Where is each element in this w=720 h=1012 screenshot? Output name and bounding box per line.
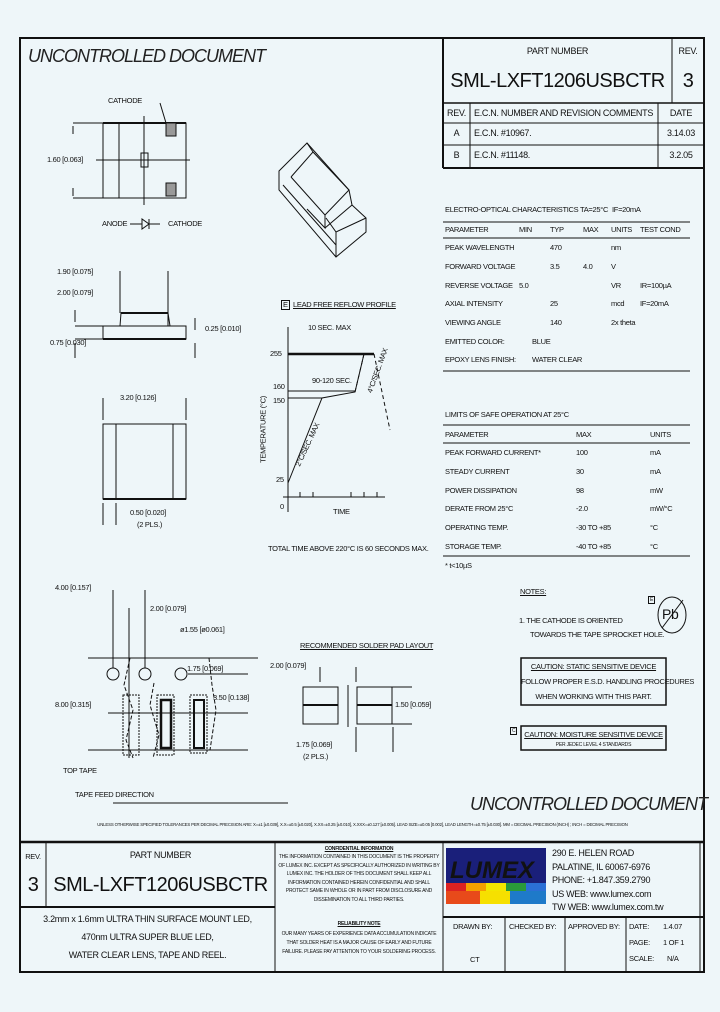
eo-cell: mcd: [611, 299, 625, 309]
caution-static-line3: WHEN WORKING WITH THIS PART.: [535, 692, 652, 701]
ytick-160: 160: [273, 382, 285, 391]
annotation-ramp-up: 2°C/SEC. MAX: [293, 421, 322, 468]
epoxy-value: WATER CLEAR: [532, 355, 583, 364]
dim-075: 0.75 [0.030]: [50, 338, 87, 347]
page-value: 1 OF 1: [663, 938, 685, 947]
revision-comment: E.C.N. #10967.: [474, 128, 532, 138]
rev-label: REV.: [678, 46, 698, 56]
ecn-col-header: E.C.N. NUMBER AND REVISION COMMENTS: [474, 108, 654, 118]
reflow-chart: [283, 327, 390, 512]
limits-cell: 30: [576, 466, 584, 476]
note-1-line2: TOWARDS THE TAPE SPROCKET HOLE.: [530, 630, 665, 639]
pad-layout-title: RECOMMENDED SOLDER PAD LAYOUT: [300, 641, 434, 650]
tolerances-note: UNLESS OTHERWISE SPECIFIED TOLERANCES PER DECIMAL PRECISION ARE: X=±1 [±0.039], X.X=±0.5 [±0.020], X.XX=±0.25 [±0.010], X.XXX=±0.127 [±0.005]. LEAD SIZE=±0.05 [0.002], LEAD LENGTH=±0.75 [±0.030]. MM = DECIMAL PRECISION (INCH) ; INCH = DECIMAL PRECISION: [97, 822, 628, 827]
limits-cell: °C: [650, 523, 658, 533]
dim-320: 3.20 [0.126]: [120, 393, 157, 402]
top-tape-label: TOP TAPE: [63, 766, 97, 775]
eo-cell: 2x theta: [611, 318, 636, 328]
lumex-logo: [446, 848, 546, 904]
limits-cell: OPERATING TEMP.: [445, 523, 509, 533]
isometric-drawing: [279, 143, 366, 257]
drawn-by-label: DRAWN BY:: [453, 922, 493, 931]
header-box: [443, 38, 704, 168]
eo-cell: 3.5: [550, 261, 560, 271]
eo-column-header: MIN: [519, 225, 532, 234]
eo-column-header: PARAMETER: [445, 225, 489, 234]
eo-cell: REVERSE VOLTAGE: [445, 280, 513, 290]
eo-column-header: TYP: [550, 225, 564, 234]
address-us-web: US WEB: www.lumex.com: [552, 888, 652, 899]
pad-dim-150: 1.50 [0.059]: [395, 700, 432, 709]
part-number-label: PART NUMBER: [526, 46, 589, 56]
top-view-drawing: [73, 103, 190, 229]
bottom-view-drawing: [103, 398, 186, 525]
limits-cell: °C: [650, 542, 658, 551]
checked-by-label: CHECKED BY:: [509, 922, 557, 931]
eo-cell: 140: [550, 318, 562, 328]
side-view-drawing: [75, 271, 195, 358]
pb-free-symbol: Pb: [662, 606, 679, 622]
tb-description-line3: WATER CLEAR LENS, TAPE AND REEL.: [68, 950, 227, 960]
eo-cell: IF=20mA: [640, 299, 669, 309]
confidential-text: THE INFORMATION CONTAINED IN THIS DOCUMENT IS THE PROPERTY OF LUMEX INC. EXCEPT AS SPECIFICALLY AUTHORIZED IN WRITING BY LUMEX INC. THE HOLDER OF THIS DOCUMENT SHALL KEEP ALL INFORMATION CONTAINED HEREIN CONFIDENTIAL AND SHALL PROTECT SAME IN WHOLE OR IN PART FROM DISCLOSURE AND DISSEMINATION TO ALL THIRD PARTIES.: [278, 854, 440, 903]
limits-cell: STEADY CURRENT: [445, 466, 510, 476]
watermark-bottom: UNCONTROLLED DOCUMENT: [470, 794, 708, 814]
limits-cell: STORAGE TEMP.: [445, 542, 502, 551]
epoxy-label: EPOXY LENS FINISH:: [445, 355, 516, 364]
tape-dim-400: 4.00 [0.157]: [55, 583, 92, 592]
limits-cell: -30 TO +85: [576, 523, 611, 533]
limits-cell: PEAK FORWARD CURRENT*: [445, 448, 541, 457]
pad-dim-200: 2.00 [0.079]: [270, 661, 307, 670]
revision-date: 3.14.03: [667, 128, 695, 138]
tape-dim-hole: ø1.55 [ø0.061]: [180, 625, 225, 634]
eo-cell: V: [611, 261, 616, 271]
annotation-ramp-peak: 4°C/SEC. MAX: [365, 346, 390, 395]
revision-date: 3.2.05: [669, 150, 693, 160]
limits-cell: mW: [650, 485, 663, 495]
limits-cell: -2.0: [576, 504, 588, 514]
caution-moisture-line1: CAUTION: MOISTURE SENSITIVE DEVICE: [524, 730, 663, 739]
eo-cell: FORWARD VOLTAGE: [445, 261, 516, 271]
limits-cell: mA: [650, 448, 661, 457]
address-block: [552, 847, 698, 915]
reflow-footer: TOTAL TIME ABOVE 220°C IS 60 SECONDS MAX.: [268, 544, 429, 553]
revision-rev: A: [453, 128, 460, 138]
reflow-marker: E: [283, 300, 288, 309]
dim-050-note: (2 PLS.): [137, 520, 163, 529]
x-axis-ticks: [300, 492, 377, 497]
date-label: DATE:: [629, 922, 650, 931]
tb-part-number-label: PART NUMBER: [129, 850, 192, 860]
address-phone: PHONE: +1.847.359.2790: [552, 875, 651, 885]
limits-cell: 98: [576, 485, 584, 495]
dim-050: 0.50 [0.020]: [130, 508, 167, 517]
limits-column-header: PARAMETER: [445, 430, 489, 439]
limits-cell: mA: [650, 466, 661, 476]
dim-height: 1.60 [0.063]: [47, 155, 84, 164]
revision-rev: B: [453, 150, 460, 160]
drawn-by: CT: [470, 955, 480, 964]
eo-column-header: MAX: [583, 225, 599, 234]
emitted-color-label: EMITTED COLOR:: [445, 337, 505, 346]
limits-title: LIMITS OF SAFE OPERATION AT 25°C: [445, 410, 569, 419]
eo-cell: 25: [550, 299, 558, 309]
annotation-10sec: 10 SEC. MAX: [308, 323, 351, 332]
address-tw-web: TW WEB: www.lumex.com.tw: [552, 902, 664, 912]
tb-part-number: SML-LXFT1206USBCTR: [53, 874, 268, 896]
emitted-color: BLUE: [532, 337, 551, 346]
annotation-90-120sec: 90-120 SEC.: [312, 376, 352, 385]
limits-cell: -40 TO +85: [576, 542, 611, 551]
scale-label: SCALE:: [629, 954, 654, 963]
caution-static-line2: FOLLOW PROPER E.S.D. HANDLING PROCEDURES: [521, 677, 695, 686]
reliability-title: RELIABILITY NOTE: [337, 921, 381, 927]
eo-cell: 470: [550, 243, 562, 252]
eo-cell: 5.0: [519, 280, 529, 290]
limits-cell: mW/°C: [650, 504, 673, 514]
eo-column-header: UNITS: [611, 225, 633, 234]
moisture-marker: C: [512, 728, 516, 734]
tb-description-line2: 470nm ULTRA SUPER BLUE LED,: [81, 932, 214, 942]
notes-title: NOTES:: [520, 587, 547, 596]
reliability-text: OUR MANY YEARS OF EXPERIENCE DATA ACCUMULATION INDICATE THAT SOLDER HEAT IS A MAJOR CAUSE OF EARLY AND FUTURE FAILURE. PLEASE PAY ATTENTION TO YOUR SOLDERING PROCESS.: [281, 931, 437, 955]
pad-dim-175-note: (2 PLS.): [303, 752, 329, 761]
scale-value: N/A: [667, 954, 679, 963]
limits-cell: 100: [576, 448, 588, 457]
eo-cell: IR=100µA: [640, 280, 672, 290]
tape-dim-800: 8.00 [0.315]: [55, 700, 92, 709]
tape-drawing: [88, 590, 288, 803]
dim-025: 0.25 [0.010]: [205, 324, 242, 333]
pad-dim-175: 1.75 [0.069]: [296, 740, 333, 749]
address-street: 290 E. HELEN ROAD: [552, 848, 634, 858]
approved-by-label: APPROVED BY:: [568, 922, 620, 931]
reflow-ylabel: TEMPERATURE (°C): [258, 396, 268, 463]
ytick-150: 150: [273, 396, 285, 405]
date-value: 1.4.07: [663, 922, 683, 931]
tb-description-line1: 3.2mm x 1.6mm ULTRA THIN SURFACE MOUNT LED,: [43, 914, 252, 924]
address-city: PALATINE, IL 60067-6976: [552, 861, 650, 872]
tape-dim-200: 2.00 [0.079]: [150, 604, 187, 613]
rev-value: 3: [682, 70, 694, 92]
eo-cell: PEAK WAVELENGTH: [445, 243, 515, 252]
rev-col-header: REV.: [447, 108, 466, 118]
revision-comment: E.C.N. #11148.: [474, 150, 531, 160]
limits-cell: DERATE FROM 25°C: [445, 504, 514, 514]
eo-cell: AXIAL INTENSITY: [445, 299, 503, 309]
anode-label: ANODE: [102, 219, 128, 228]
limits-cell: POWER DISSIPATION: [445, 485, 517, 495]
logo-text: LUMEX: [450, 857, 534, 884]
eo-condition: IF=20mA: [612, 205, 641, 214]
reflow-xlabel: TIME: [333, 507, 350, 516]
pb-marker: E: [650, 597, 654, 603]
tape-feed-direction: TAPE FEED DIRECTION: [75, 790, 154, 799]
eo-title: ELECTRO-OPTICAL CHARACTERISTICS TA=25°C: [445, 205, 609, 214]
tape-dim-175: 1.75 [0.069]: [187, 664, 224, 673]
note-1-line1: 1. THE CATHODE IS ORIENTED: [519, 616, 623, 625]
caution-static-line1: CAUTION: STATIC SENSITIVE DEVICE: [530, 662, 657, 671]
drawing-frame: [20, 38, 704, 972]
part-number: SML-LXFT1206USBCTR: [450, 70, 665, 92]
cathode-label: CATHODE: [168, 219, 203, 228]
page-label: PAGE:: [629, 938, 650, 947]
tb-rev: 3: [27, 874, 39, 896]
ytick-0: 0: [280, 502, 284, 511]
eo-column-header: TEST COND: [640, 225, 681, 234]
limits-column-header: UNITS: [650, 430, 672, 439]
ytick-255: 255: [270, 349, 282, 358]
eo-cell: 4.0: [583, 261, 593, 271]
eo-cell: nm: [611, 243, 621, 252]
dim-190: 1.90 [0.075]: [57, 267, 94, 276]
cathode-callout: CATHODE: [108, 96, 143, 105]
watermark-top: UNCONTROLLED DOCUMENT: [28, 46, 266, 66]
ytick-25: 25: [276, 475, 284, 484]
limits-footnote: * t<10µS: [445, 561, 472, 570]
eo-cell: VR: [611, 280, 621, 290]
eo-cell: VIEWING ANGLE: [445, 318, 501, 328]
confidential-title: CONFIDENTIAL INFORMATION: [324, 846, 394, 852]
tape-dim-350: 3.50 [0.138]: [213, 693, 250, 702]
reflow-title: LEAD FREE REFLOW PROFILE: [293, 300, 396, 309]
date-col-header: DATE: [669, 108, 693, 118]
tb-rev-label: REV.: [25, 852, 41, 861]
limits-column-header: MAX: [576, 430, 592, 439]
caution-moisture-line2: PER JEDEC LEVEL 4 STANDARDS: [555, 742, 632, 748]
dim-200: 2.00 [0.079]: [57, 288, 94, 297]
